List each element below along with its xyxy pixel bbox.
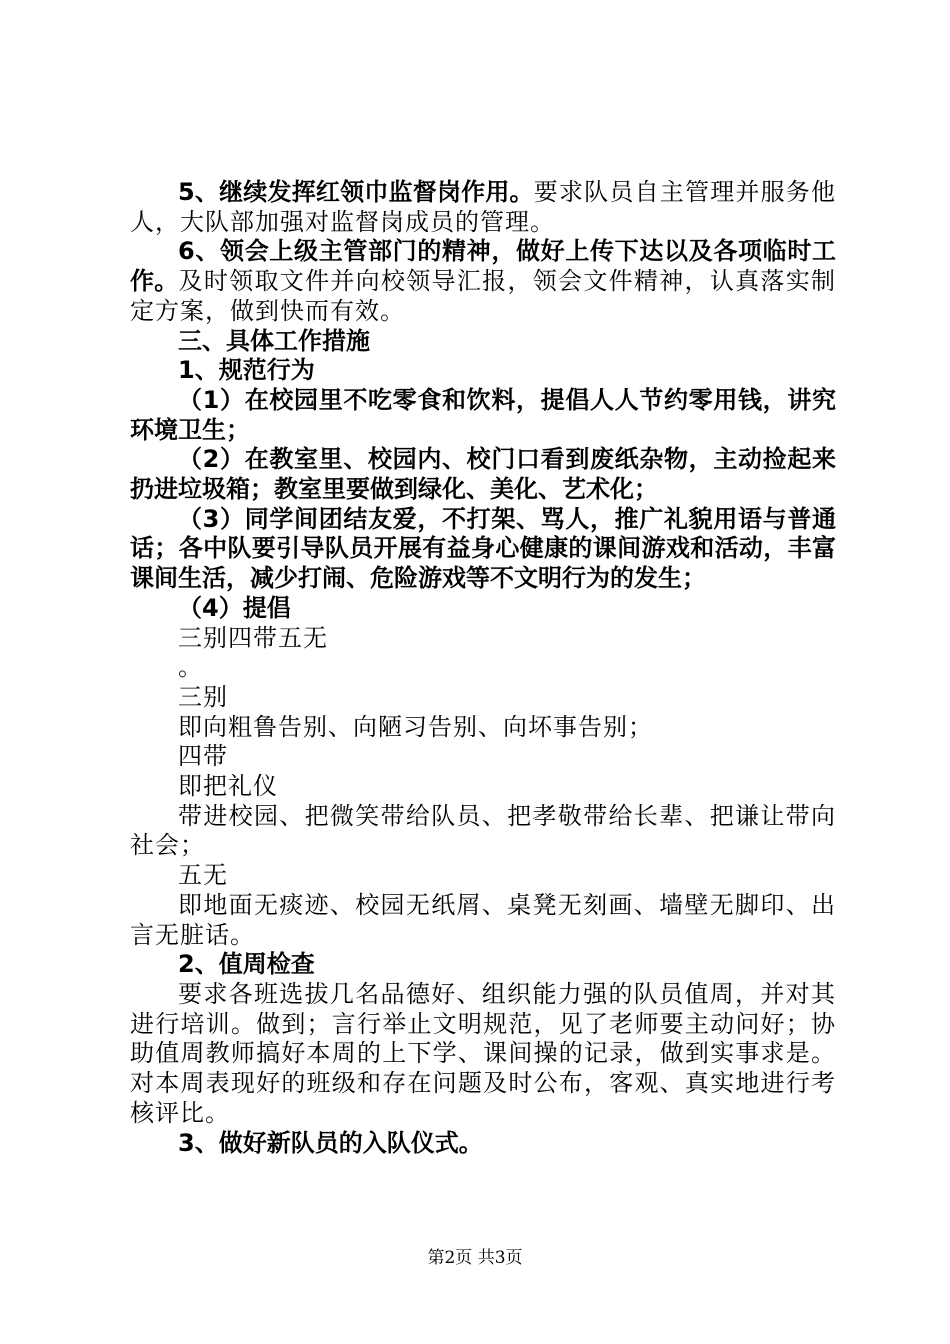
paragraph-item-6	[130, 237, 836, 326]
slogan-definition-four-a: 即把礼仪	[178, 772, 278, 801]
slogan-term-four: 四带	[178, 742, 228, 771]
paragraph-text: 要求队员自主管理并服务他人，大队部加强对监督岗成员的管理。	[130, 178, 837, 236]
page-footer: 第2页 共3页	[427, 1248, 523, 1268]
paragraph-lead: 5、继续发挥红领巾监督岗作用。	[178, 178, 534, 206]
section-heading-3: 三、具体工作措施	[178, 326, 370, 355]
slogan-line: 三别四带五无	[178, 623, 328, 652]
duty-check-text: 要求各班选拔几名品德好、组织能力强的队员值周，并对其进行培训。做到；言行举止文明规范，见了老师要主动问好；协助值周教师搞好本周的上下学、课间操的记录，做到实事求是。对本周表现好的班级和存在问题及时公布，客观、真实地进行考核评比。	[130, 979, 836, 1127]
slogan-term-five: 五无	[178, 861, 228, 890]
rule-item-3: （3）同学间团结友爱，不打架、骂人，推广礼貌用语与普通话；各中队要引导队员开展有益身心健康的课间游戏和活动，丰富课间生活，减少打闹、危险游戏等不文明行为的发生；	[130, 504, 836, 593]
subsection-heading-2: 2、值周检查	[178, 950, 315, 979]
slogan-term-three: 三别	[178, 682, 228, 711]
rule-item-1: （1）在校园里不吃零食和饮料，提倡人人节约零用钱，讲究环境卫生；	[130, 385, 836, 444]
subsection-heading-3: 3、做好新队员的入队仪式。	[178, 1128, 483, 1157]
paragraph-lead: 6、领会上级主管部门的精神，做好上传下达以及各项临时工作。	[130, 237, 836, 296]
paragraph-text: 及时领取文件并向校领导汇报，领会文件精神，认真落实制定方案，做到快而有效。	[130, 267, 836, 325]
rule-item-2: （2）在教室里、校园内、校门口看到废纸杂物，主动捡起来扔进垃圾箱；教室里要做到绿化、美化、艺术化；	[130, 445, 836, 504]
slogan-definition-five: 即地面无痰迹、校园无纸屑、桌凳无刻画、墙壁无脚印、出言无脏话。	[130, 890, 836, 949]
punctuation-line: 。	[178, 653, 203, 682]
rule-item-4: （4）提倡	[178, 593, 291, 622]
paragraph-item-5	[130, 178, 836, 237]
slogan-definition-three: 即向粗鲁告别、向陋习告别、向坏事告别；	[178, 712, 653, 741]
subsection-heading-1: 1、规范行为	[178, 356, 315, 385]
slogan-definition-four-b: 带进校园、把微笑带给队员、把孝敬带给长辈、把谦让带向社会；	[130, 801, 836, 860]
document-body	[130, 178, 836, 1158]
